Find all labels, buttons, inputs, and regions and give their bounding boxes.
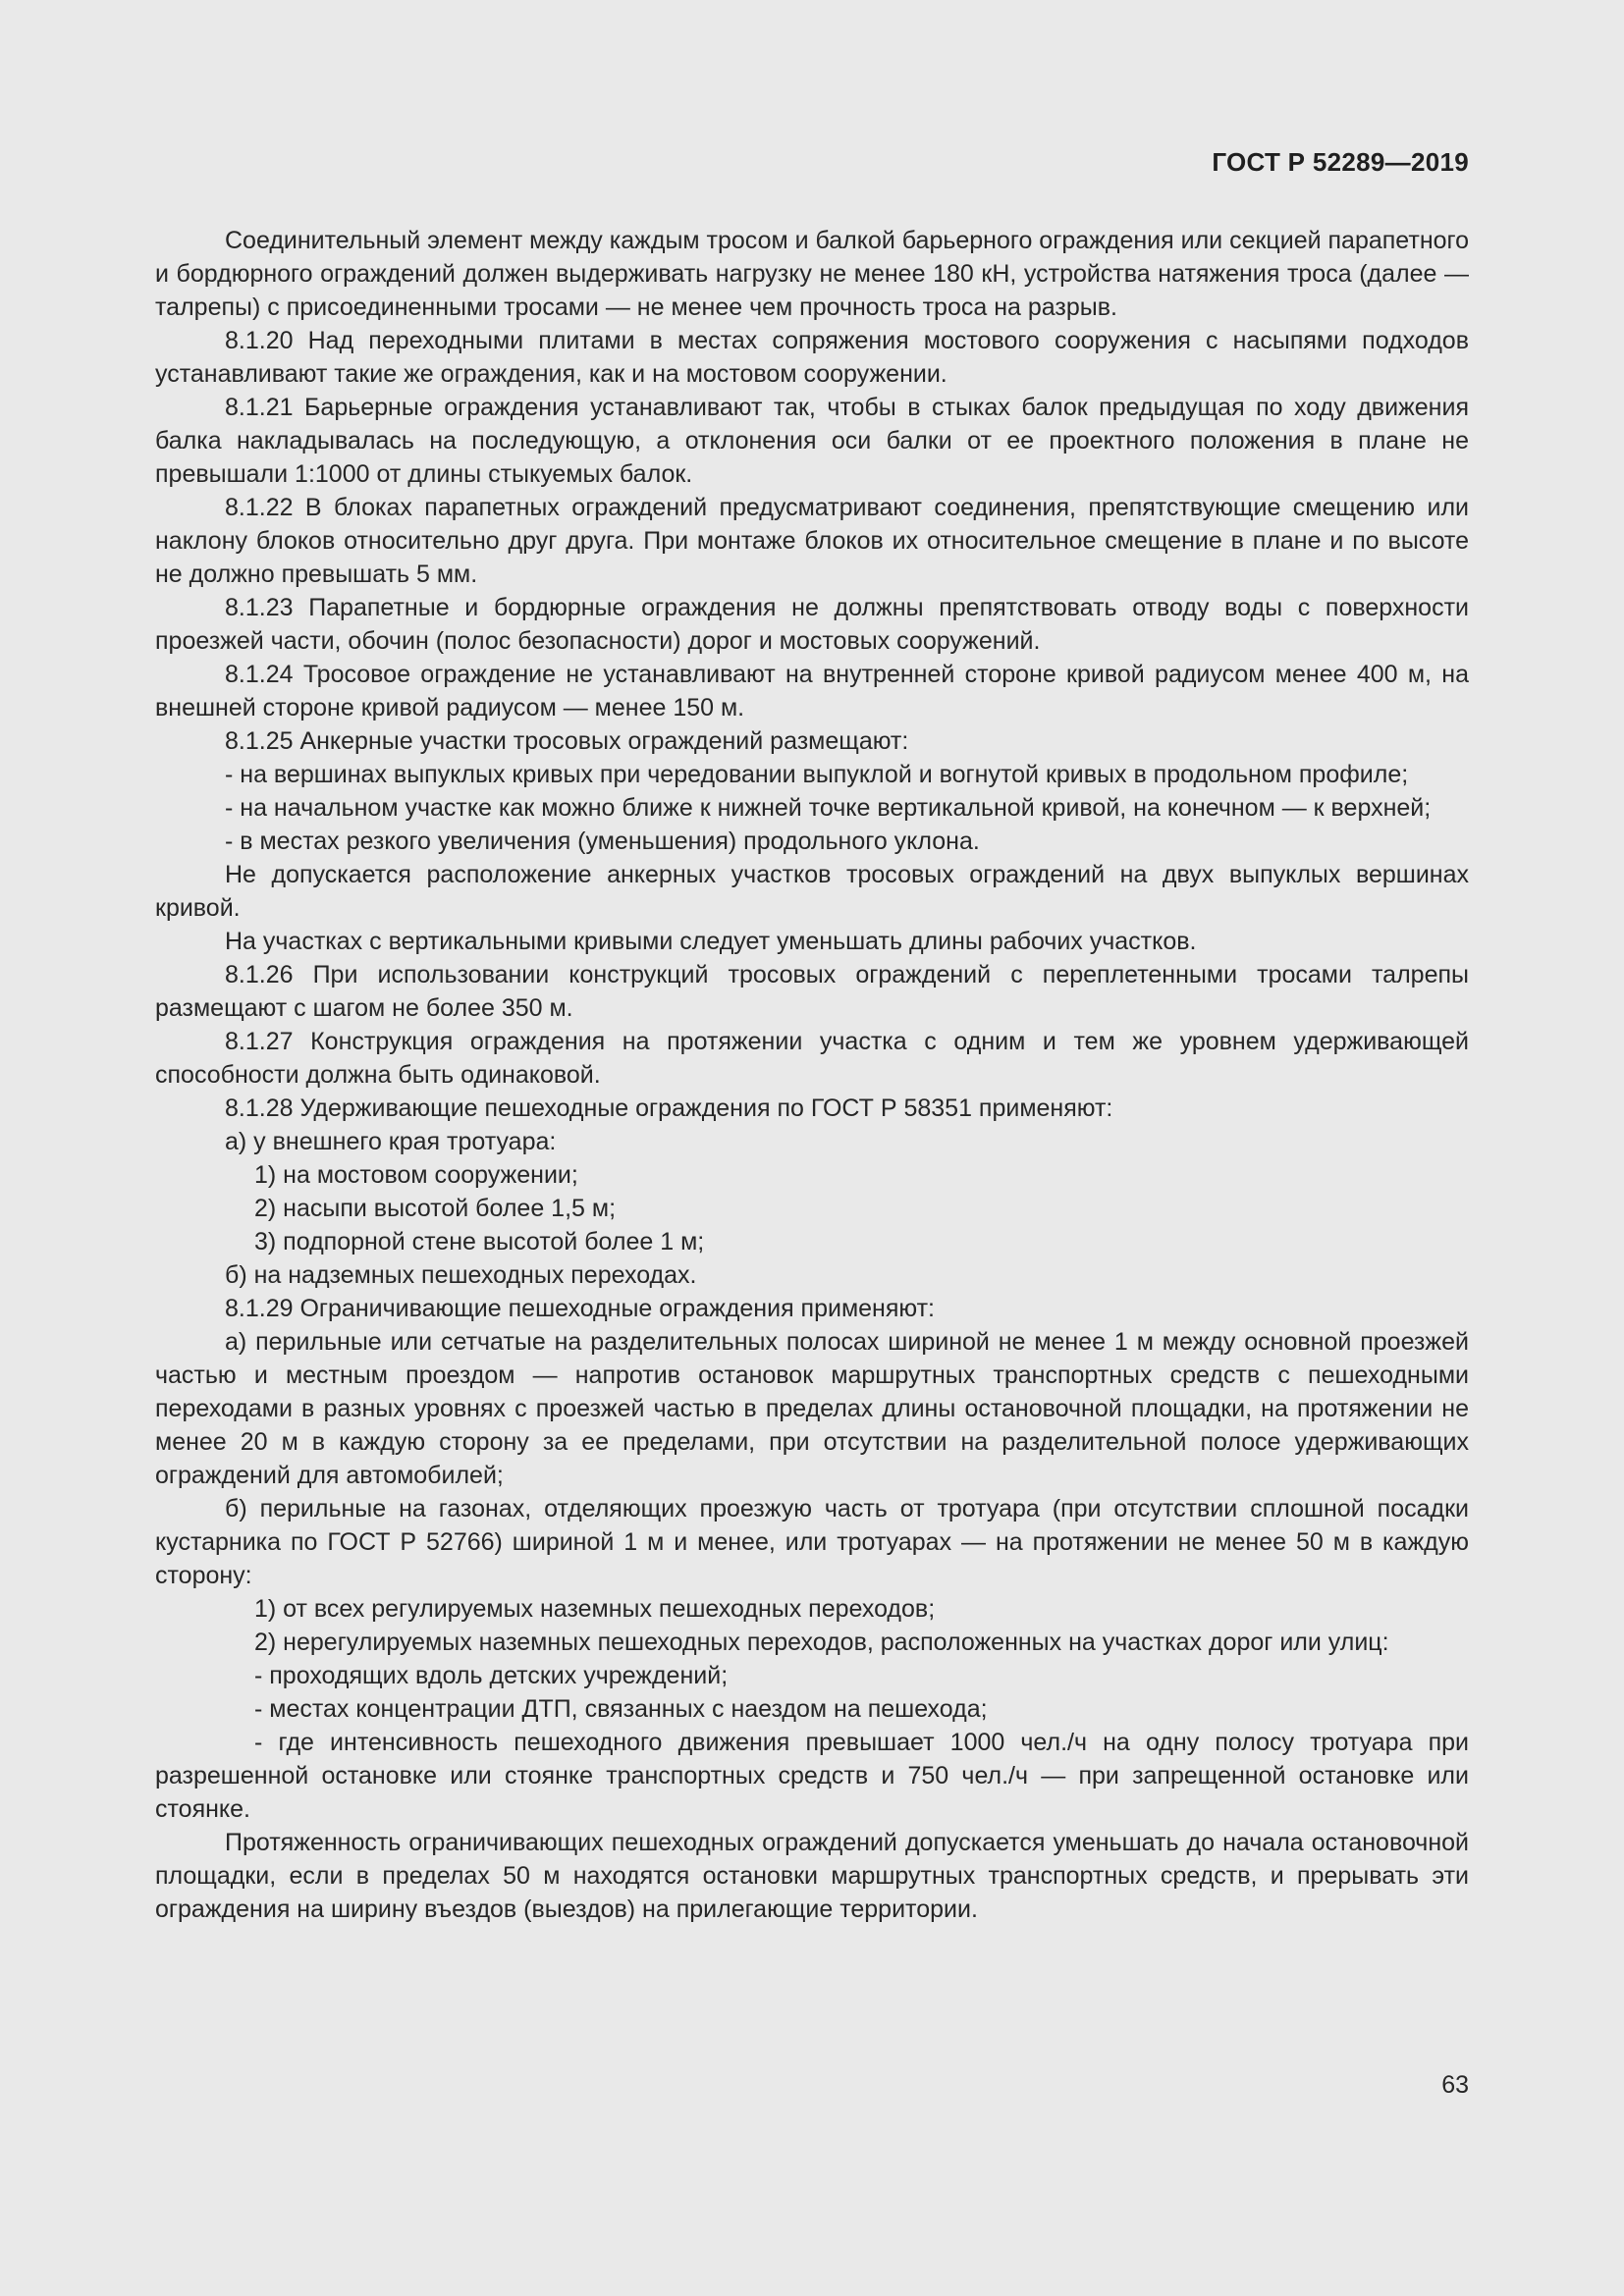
clause-8-1-25: 8.1.25 Анкерные участки тросовых ограждений размещают:: [225, 727, 909, 755]
paragraph: Соединительный элемент между каждым тросом и балкой барьерного ограждения или секцией парапетного и бордюрного ограждений должен выдерживать нагрузку не менее 180 кН, устройства натяжения троса (далее — талрепы) с присоединенными тросами — не менее чем прочность троса на разрыв.: [155, 227, 1470, 321]
list-item: 2) насыпи высотой более 1,5 м;: [254, 1195, 617, 1222]
clause-8-1-23: 8.1.23 Парапетные и бордюрные ограждения не должны препятствовать отводу воды с поверхности проезжей части, обочин (полос безопасности) дорог и мостовых сооружений.: [155, 594, 1469, 655]
list-item: - где интенсивность пешеходного движения превышает 1000 чел./ч на одну полосу тротуара при разрешенной остановке или стоянке транспортных средств и 750 чел./ч — при запрещенной остановке или стоянке.: [155, 1729, 1469, 1823]
clause-8-1-22: 8.1.22 В блоках парапетных ограждений предусматривают соединения, препятствующие смещению или наклону блоков относительно друг друга. При монтаже блоков их относительное смещение в плане и по высоте не должно превышать 5 мм.: [155, 494, 1469, 588]
list-item: б) перильные на газонах, отделяющих проезжую часть от тротуара (при отсутствии сплошной посадки кустарника по ГОСТ Р 52766) шириной 1 м и менее, или тротуарах — на протяжении не менее 50 м в каждую сторону:: [155, 1495, 1469, 1589]
clause-8-1-27: 8.1.27 Конструкция ограждения на протяжении участка с одним и тем же уровнем удерживающей способности должна быть одинаковой.: [155, 1028, 1469, 1089]
list-item: 2) нерегулируемых наземных пешеходных переходов, расположенных на участках дорог или улиц:: [254, 1629, 1389, 1656]
paragraph: На участках с вертикальными кривыми следует уменьшать длины рабочих участков.: [225, 928, 1197, 955]
document-code-header: ГОСТ Р 52289—2019: [1212, 147, 1469, 177]
list-item: а) у внешнего края тротуара:: [225, 1128, 557, 1155]
clause-8-1-29: 8.1.29 Ограничивающие пешеходные ограждения применяют:: [225, 1295, 935, 1322]
list-item: б) на надземных пешеходных переходах.: [225, 1261, 697, 1289]
page-number: 63: [1441, 2071, 1469, 2099]
clause-8-1-24: 8.1.24 Тросовое ограждение не устанавливают на внутренней стороне кривой радиусом менее 400 м, на внешней стороне кривой радиусом — менее 150 м.: [155, 661, 1469, 721]
list-item: - в местах резкого увеличения (уменьшения) продольного уклона.: [225, 828, 980, 855]
list-item: - проходящих вдоль детских учреждений;: [254, 1662, 729, 1689]
list-item: а) перильные или сетчатые на разделительных полосах шириной не менее 1 м между основной проезжей частью и местным проездом — напротив остановок маршрутных транспортных средств с пешеходными переходами в разных уровнях с проезжей частью в пределах длины остановочной площадки, на протяжении не менее 20 м в каждую сторону за ее пределами, при отсутствии на разделительной полосе удерживающих ограждений для автомобилей;: [155, 1328, 1469, 1489]
paragraph: Протяженность ограничивающих пешеходных ограждений допускается уменьшать до начала остановочной площадки, если в пределах 50 м находятся остановки маршрутных транспортных средств, и прерывать эти ограждения на ширину въездов (выездов) на прилегающие территории.: [155, 1829, 1469, 1923]
clause-8-1-26: 8.1.26 При использовании конструкций тросовых ограждений с переплетенными тросами талрепы размещают с шагом не более 350 м.: [155, 961, 1469, 1022]
paragraph: Не допускается расположение анкерных участков тросовых ограждений на двух выпуклых вершинах кривой.: [155, 861, 1469, 922]
list-item: 1) от всех регулируемых наземных пешеходных переходов;: [254, 1595, 936, 1623]
list-item: 1) на мостовом сооружении;: [254, 1161, 578, 1189]
clause-8-1-21: 8.1.21 Барьерные ограждения устанавливают так, чтобы в стыках балок предыдущая по ходу движения балка накладывалась на последующую, а отклонения оси балки от ее проектного положения в плане не превышали 1:1000 от длины стыкуемых балок.: [155, 394, 1469, 488]
clause-8-1-28: 8.1.28 Удерживающие пешеходные ограждения по ГОСТ Р 58351 применяют:: [225, 1095, 1113, 1122]
list-item: - на вершинах выпуклых кривых при чередовании выпуклой и вогнутой кривых в продольном профиле;: [225, 761, 1409, 788]
list-item: 3) подпорной стене высотой более 1 м;: [254, 1228, 705, 1255]
document-body: [155, 224, 1469, 1926]
clause-8-1-20: 8.1.20 Над переходными плитами в местах сопряжения мостового сооружения с насыпями подходов устанавливают такие же ограждения, как и на мостовом сооружении.: [155, 327, 1469, 388]
list-item: - местах концентрации ДТП, связанных с наездом на пешехода;: [254, 1695, 988, 1723]
list-item: - на начальном участке как можно ближе к нижней точке вертикальной кривой, на конечном — к верхней;: [225, 794, 1432, 822]
